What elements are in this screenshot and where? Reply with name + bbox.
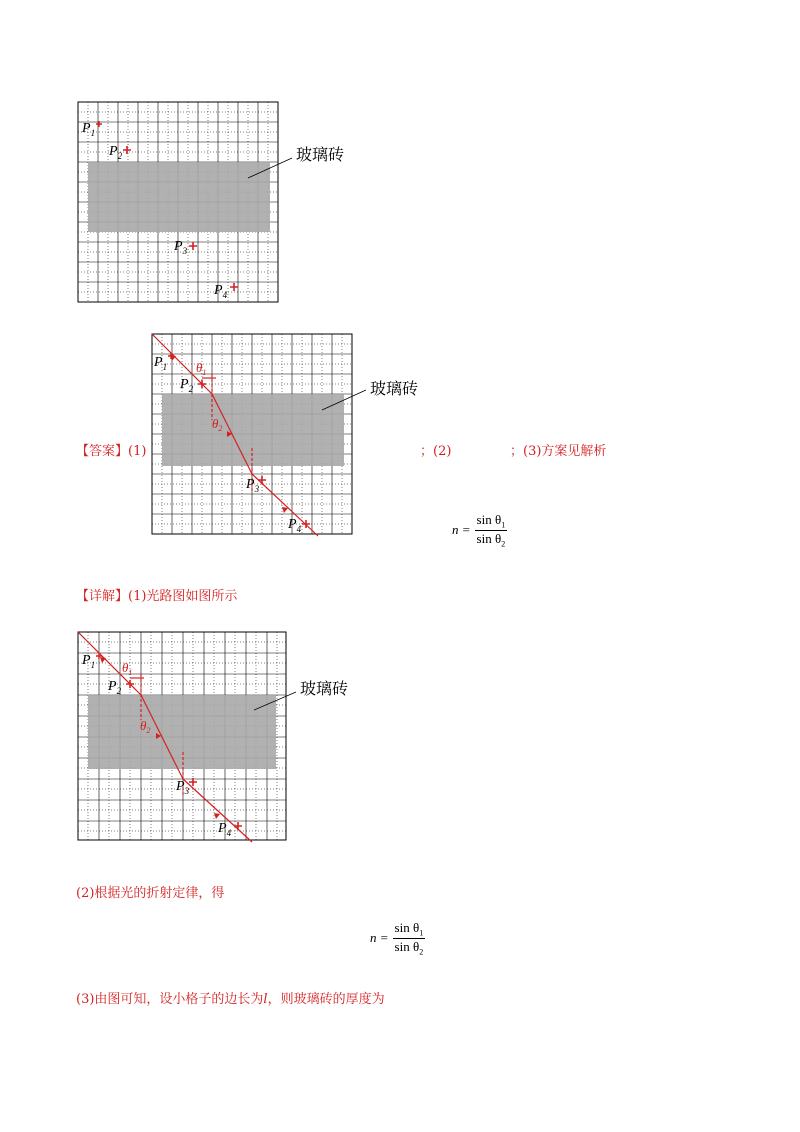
pin-p2: [107, 679, 134, 696]
formula-numerator: sin θ: [476, 512, 502, 527]
detail-text: (1)光路图如图所示: [128, 589, 238, 604]
svg-text:P1: $P_1$: [82, 121, 96, 138]
pin-p3: [175, 778, 197, 796]
svg-text:P3: $P_3$: [176, 779, 190, 796]
theta1-label: $\theta_1$: [196, 360, 207, 377]
svg-text:P2: $P_2$: [180, 377, 194, 394]
formula-lhs: n =: [370, 930, 389, 946]
svg-text:P2: $P_2$: [108, 679, 122, 696]
figure-detail: [76, 628, 376, 846]
pin-p2: [108, 144, 131, 161]
brick-label: 玻璃砖: [300, 681, 349, 698]
pin-p1: [153, 353, 174, 372]
glass-brick: [88, 162, 270, 232]
formula-denominator: sin θ: [476, 530, 502, 546]
step3-text: [76, 988, 385, 1007]
pin-p1: [81, 121, 102, 138]
svg-text:P4: $P_4$: [218, 821, 232, 838]
answer-part1: (1): [128, 444, 147, 459]
figure-answer: [148, 330, 448, 540]
answer-part3: ；(3)方案见解析: [510, 444, 607, 459]
detail-bracket: 【详解】: [76, 589, 129, 604]
pin-p4: [213, 283, 238, 300]
svg-text:P1: $P_1$: [154, 355, 168, 372]
step2-text: (2)根据光的折射定律，得: [76, 886, 225, 901]
theta2-label: $\theta_2$: [212, 416, 223, 433]
formula-numerator-sub: 1: [419, 928, 424, 938]
formula-numerator: sin θ: [394, 920, 420, 935]
glass-brick: [88, 695, 276, 769]
svg-text:P3: $P_3$: [174, 239, 188, 256]
refraction-formula: [452, 512, 507, 548]
pin-p4: [217, 821, 242, 838]
theta2-label: $\theta_2$: [140, 718, 151, 735]
refraction-formula-2: [370, 920, 425, 956]
pin-p3: [173, 239, 197, 256]
formula-lhs: n =: [452, 522, 471, 538]
detail-line: [76, 585, 237, 604]
answer-part2: ；(2): [420, 444, 452, 459]
svg-text:P3: $P_3$: [246, 477, 260, 494]
theta1-label: $\theta_1$: [122, 660, 133, 677]
formula-numerator-sub: 1: [501, 520, 506, 530]
answer-line: [76, 440, 146, 459]
brick-label: 玻璃砖: [370, 381, 419, 398]
svg-text:P1: $P_1$: [82, 653, 96, 670]
formula-denominator-sub: 2: [501, 539, 506, 549]
pin-p4: [287, 517, 310, 534]
answer-bracket: 【答案】: [76, 444, 129, 459]
glass-brick: [162, 394, 344, 466]
step3-prefix: (3)由图可知，设小格子的边长为: [76, 992, 264, 1007]
formula-denominator: sin θ: [394, 938, 420, 954]
svg-text:P4: $P_4$: [214, 283, 228, 300]
figure-problem: [76, 98, 376, 308]
svg-text:P4: $P_4$: [288, 517, 302, 534]
step3-var: l: [263, 992, 268, 1007]
step3-suffix: ，则玻璃砖的厚度为: [267, 992, 385, 1007]
brick-label: 玻璃砖: [296, 147, 345, 164]
formula-denominator-sub: 2: [419, 947, 424, 957]
svg-text:P2: $P_2$: [109, 144, 123, 161]
